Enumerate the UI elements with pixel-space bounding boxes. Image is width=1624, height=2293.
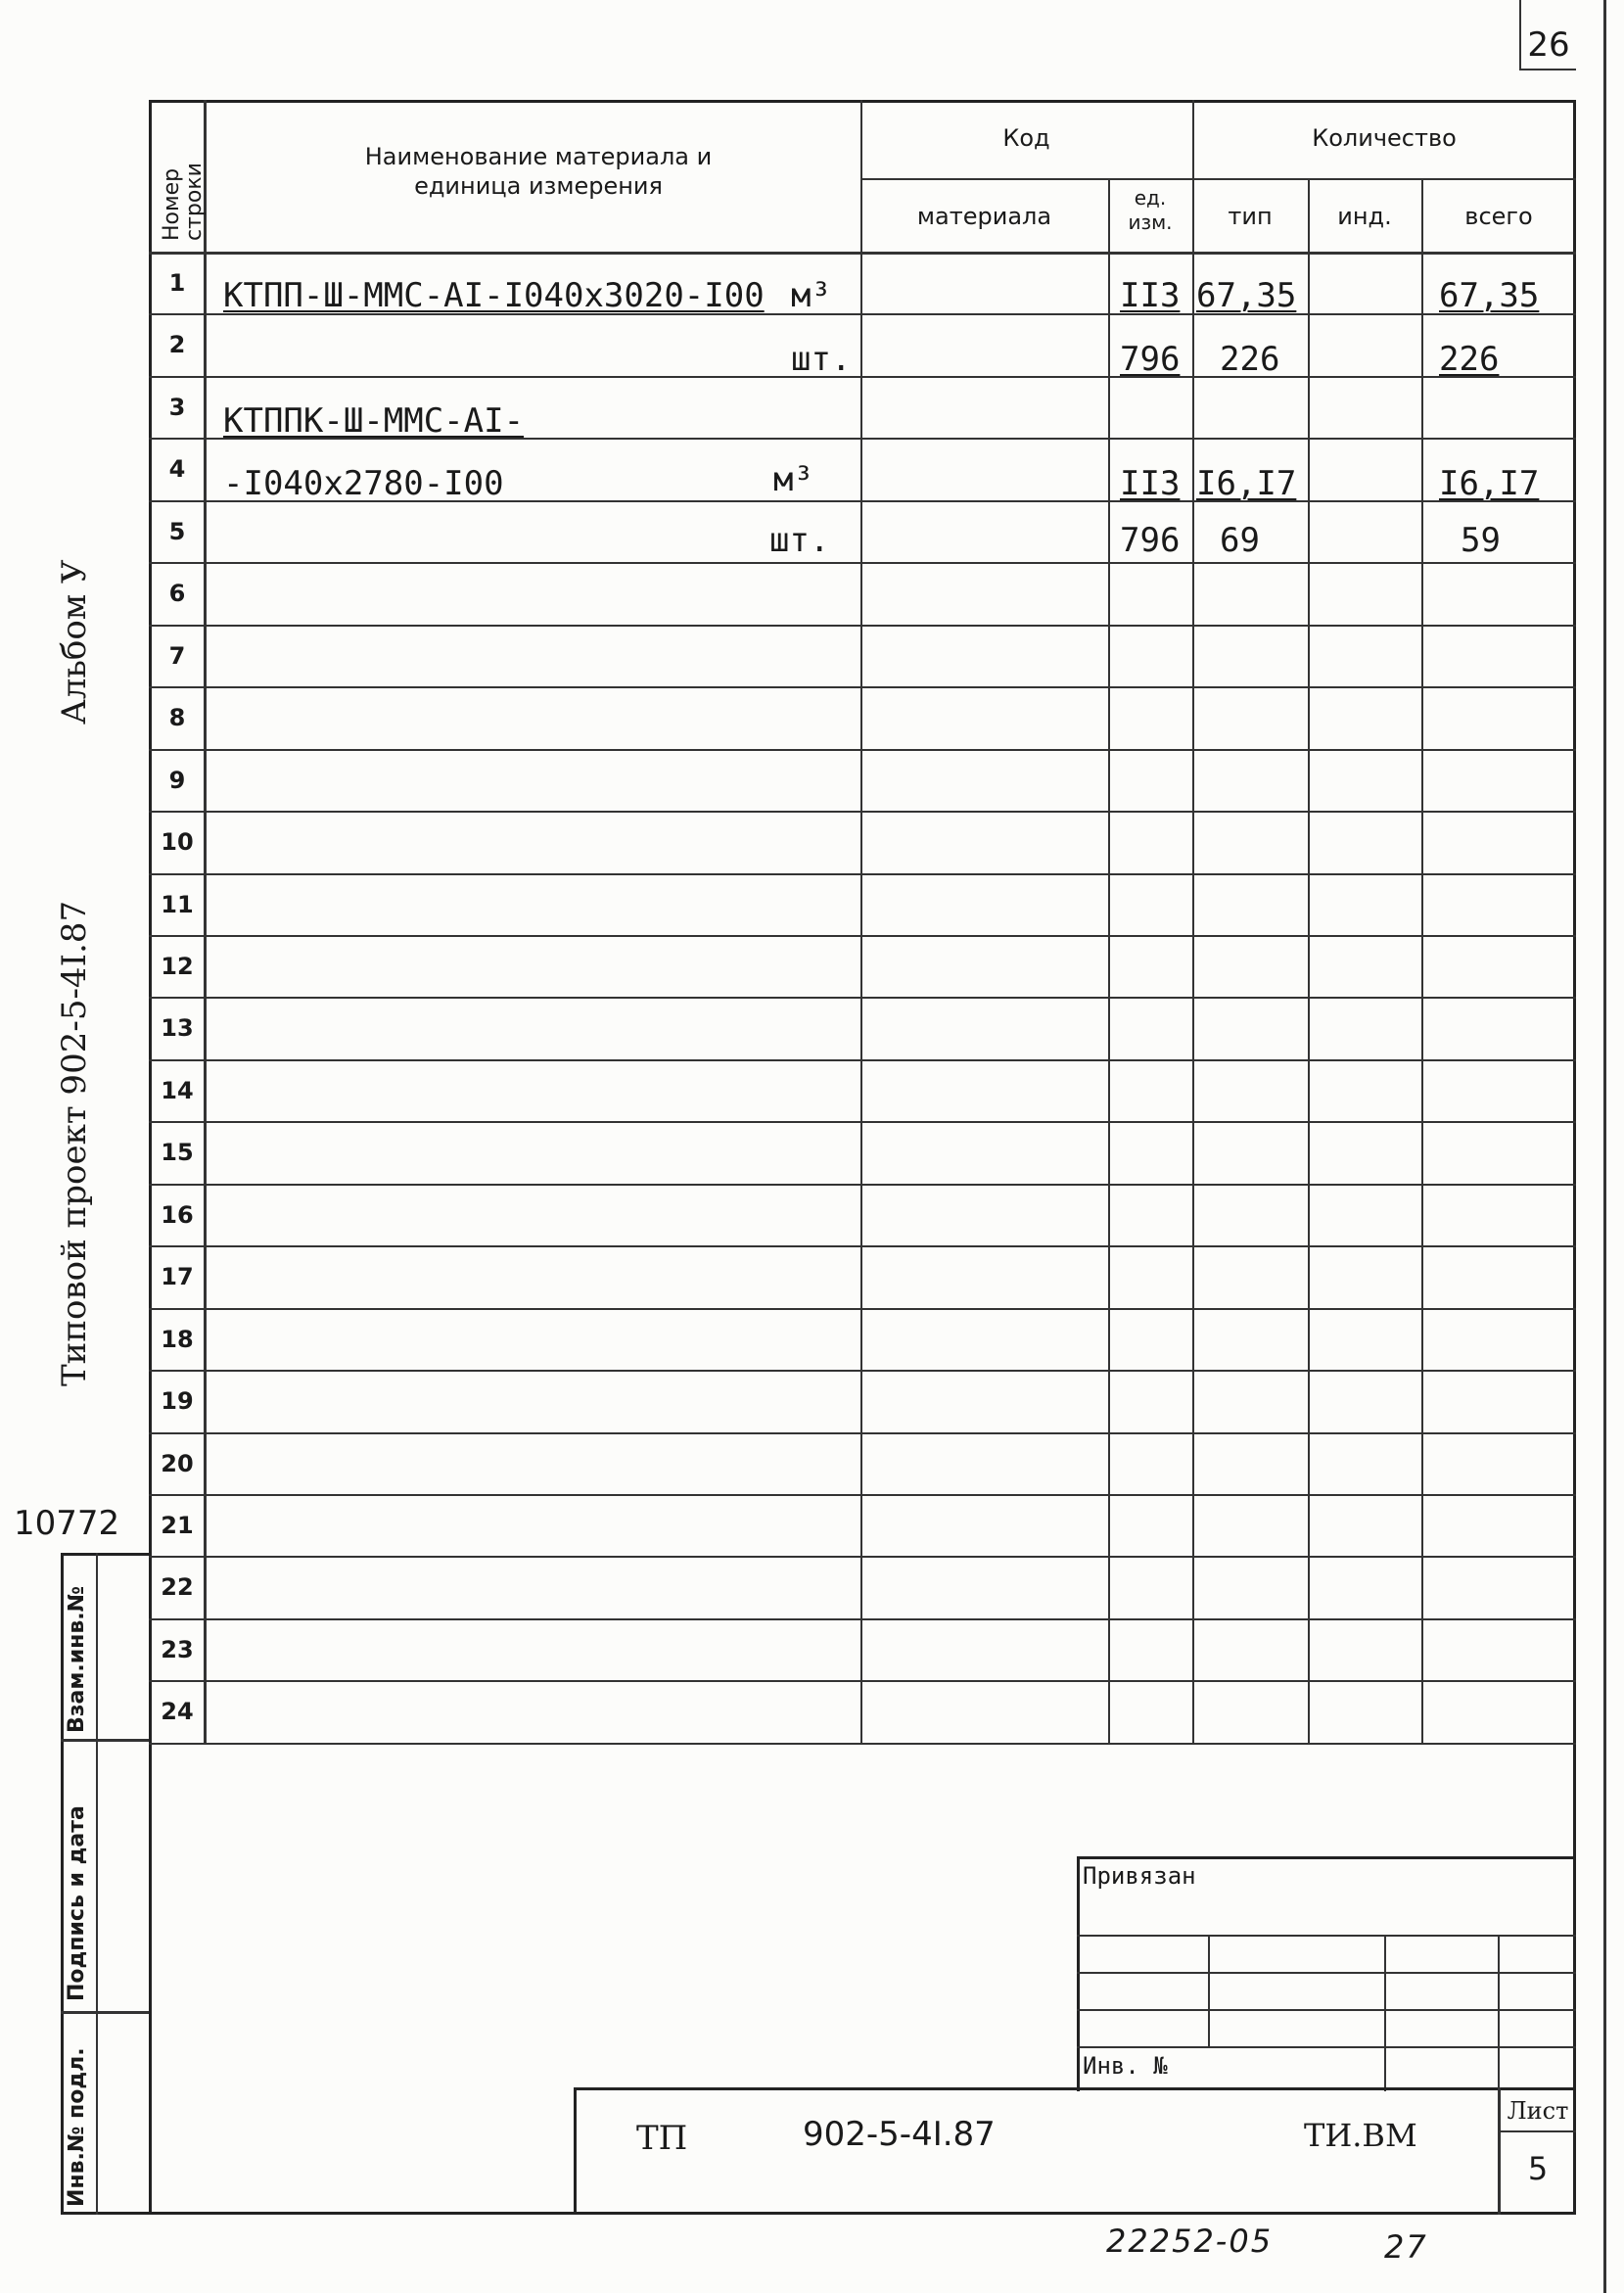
- header-typ: тип: [1228, 203, 1273, 230]
- stamp-tp: ТП: [636, 2119, 688, 2158]
- stamp-line-3: [1077, 2009, 1576, 2011]
- row-1-typ: 67,35: [1196, 276, 1297, 315]
- row-divider: [149, 1059, 1576, 1061]
- row-2-unit-code: 796: [1120, 340, 1181, 379]
- row-5-total: 59: [1461, 521, 1501, 560]
- row-divider: [149, 1184, 1576, 1186]
- row-number: 9: [168, 767, 186, 794]
- row-4-unit-label: м³: [773, 460, 813, 499]
- row-divider: [149, 811, 1576, 813]
- stamp-mark: ТИ.ВМ: [1304, 2117, 1417, 2154]
- row-1-unit-label: м³: [791, 276, 831, 315]
- side-inv-number: 10772: [14, 1504, 120, 1543]
- header-total: всего: [1464, 203, 1533, 230]
- row-5-unit-label: шт.: [769, 521, 830, 560]
- side-project: Типовой проект 902-5-4I.87: [55, 900, 94, 1386]
- row-number: 2: [168, 331, 186, 358]
- side-strip-divider: [96, 1553, 98, 2215]
- row-2-unit-label: шт.: [791, 340, 852, 379]
- row-divider: [149, 1308, 1576, 1310]
- row-number: 1: [168, 269, 186, 297]
- row-number: 14: [161, 1077, 194, 1104]
- row-divider: [149, 1121, 1576, 1123]
- header-quantity: Количество: [1312, 124, 1457, 152]
- row-divider: [149, 1494, 1576, 1496]
- row-number: 16: [161, 1201, 194, 1229]
- row-number: 8: [168, 704, 186, 731]
- stamp-vline-2: [1384, 1935, 1386, 2091]
- side-strip-line-1: [61, 1739, 149, 1742]
- stamp-inv-no: Инв. №: [1083, 2052, 1168, 2080]
- header-name: Наименование материала и единица измерения: [364, 143, 713, 200]
- row-divider: [149, 376, 1576, 378]
- row-number: 21: [161, 1512, 194, 1539]
- stamp-vline-1: [1208, 1935, 1210, 2046]
- stamp-line-4: [1077, 2046, 1576, 2048]
- page-number: 26: [1527, 25, 1570, 65]
- row-2-total: 226: [1439, 340, 1500, 379]
- row-number: 23: [161, 1636, 194, 1663]
- stamp-privyazan: Привязан: [1083, 1862, 1196, 1890]
- row-divider: [149, 1556, 1576, 1558]
- row-divider: [149, 686, 1576, 688]
- row-divider: [149, 1245, 1576, 1247]
- stamp-line-1: [1077, 1935, 1576, 1937]
- row-2-typ: 226: [1220, 340, 1280, 379]
- stamp-list-line: [1498, 2130, 1576, 2132]
- header-material: материала: [916, 203, 1052, 230]
- row-number: 12: [161, 953, 194, 980]
- stamp-line-2: [1077, 1972, 1576, 1974]
- row-divider: [149, 1432, 1576, 1434]
- stamp-list-label: Лист: [1507, 2097, 1569, 2125]
- stamp-vline-3: [1498, 1935, 1500, 2091]
- row-4-total: I6,I7: [1439, 464, 1540, 503]
- row-number: 11: [161, 891, 194, 918]
- stamp-list-value: 5: [1527, 2150, 1549, 2187]
- col-line-qty: [1192, 100, 1194, 1743]
- side-vzam: Взам.инв.№: [65, 1585, 89, 1733]
- row-number: 17: [161, 1263, 194, 1290]
- handwritten-left: 22252-05: [1106, 2223, 1274, 2260]
- header-bottom-line: [149, 252, 1576, 255]
- row-number: 4: [168, 455, 186, 483]
- row-number: 5: [168, 518, 186, 545]
- row-divider: [149, 873, 1576, 875]
- col-line-name: [860, 100, 862, 1743]
- row-divider: [149, 1618, 1576, 1620]
- stamp-code: 902-5-4I.87: [803, 2115, 996, 2154]
- col-line-unit: [1108, 178, 1110, 1743]
- header-ind: инд.: [1337, 203, 1392, 230]
- row-number: 6: [168, 580, 186, 607]
- col-line-ind: [1308, 178, 1310, 1743]
- row-3-name: КТППК-Ш-ММС-АI-: [223, 401, 525, 441]
- row-number: 20: [161, 1450, 194, 1477]
- row-4-unit-code: II3: [1120, 464, 1181, 503]
- row-divider: [149, 749, 1576, 751]
- row-5-typ: 69: [1220, 521, 1260, 560]
- page-edge-line: [1603, 0, 1606, 2293]
- row-divider: [149, 935, 1576, 937]
- row-divider: [149, 562, 1576, 564]
- header-code: Код: [1002, 124, 1050, 152]
- row-divider: [149, 1743, 1576, 1745]
- row-divider: [149, 1680, 1576, 1682]
- side-album: Альбом У: [55, 559, 94, 725]
- side-podpis: Подпись и дата: [65, 1805, 89, 2001]
- row-4-typ: I6,I7: [1196, 464, 1297, 503]
- header-row-number: Номер строки: [160, 163, 208, 241]
- row-1-name: КТПП-Ш-ММС-АI-I040х3020-I00: [223, 276, 765, 315]
- col-line-total: [1421, 178, 1423, 1743]
- row-number: 10: [161, 828, 194, 856]
- row-number: 7: [168, 642, 186, 670]
- row-divider: [149, 997, 1576, 999]
- header-unit: ед. изм.: [1128, 186, 1173, 234]
- row-number: 19: [161, 1387, 194, 1415]
- stamp-main-box: [574, 2087, 1576, 2215]
- row-number: 24: [161, 1698, 194, 1725]
- row-number: 3: [168, 394, 186, 421]
- header-mid-line: [860, 178, 1576, 180]
- side-strip-line-2: [61, 2011, 149, 2014]
- row-4-name: -I040х2780-I00: [223, 464, 504, 503]
- row-divider: [149, 625, 1576, 627]
- row-1-total: 67,35: [1439, 276, 1540, 315]
- side-inv-podl: Инв.№ подл.: [65, 2047, 89, 2207]
- row-number: 15: [161, 1139, 194, 1166]
- row-1-unit-code: II3: [1120, 276, 1181, 315]
- row-divider: [149, 1370, 1576, 1372]
- row-number: 13: [161, 1014, 194, 1042]
- row-5-unit-code: 796: [1120, 521, 1181, 560]
- row-number: 22: [161, 1573, 194, 1601]
- col-line-num: [204, 100, 207, 1743]
- row-number: 18: [161, 1326, 194, 1353]
- handwritten-right: 27: [1384, 2228, 1428, 2266]
